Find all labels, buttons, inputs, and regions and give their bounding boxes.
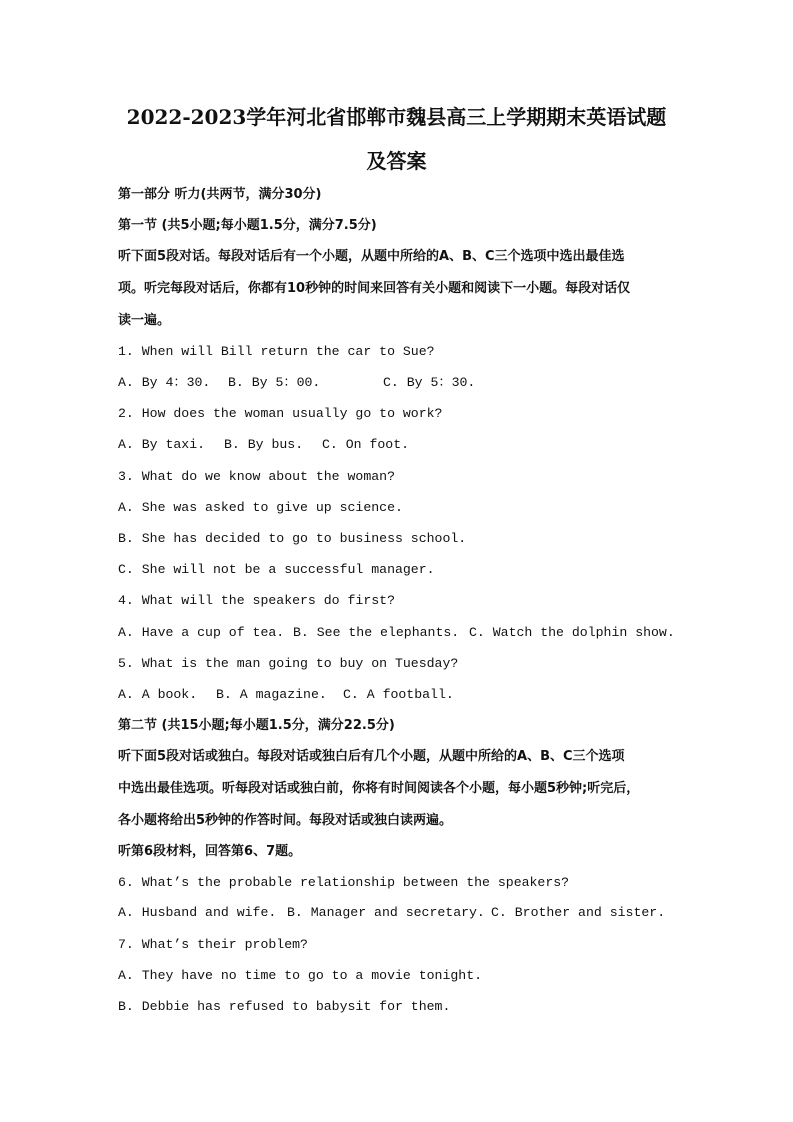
option-a: A. Have a cup of tea. [118, 625, 285, 640]
option-b: B. She has decided to go to business school. [118, 531, 467, 546]
document-title-line-1: 2022-2023学年河北省邯郸市魏县高三上学期期末英语试题 [126, 105, 667, 129]
material-note: 听第6段材料，回答第6、7题。 [118, 844, 302, 859]
option-a: A. She was asked to give up science. [118, 500, 403, 515]
instruction-line: 中选出最佳选项。听每段对话或独白前，你将有时间阅读各个小题，每小题5秒钟;听完后， [118, 781, 640, 796]
option-c: C. A football. [343, 687, 454, 702]
instruction-line: 项。听完每段对话后，你都有10秒钟的时间来回答有关小题和阅读下一小题。每段对话仅 [118, 281, 631, 296]
section-heading: 第一节 (共5小题;每小题1.5分，满分7.5分) [118, 218, 377, 233]
instruction-line: 读一遍。 [118, 313, 171, 328]
instruction-line: 听下面5段对话。每段对话后有一个小题，从题中所给的A、B、C三个选项中选出最佳选 [118, 249, 625, 264]
answer-options [118, 623, 675, 643]
answer-options [118, 903, 665, 923]
option-a: A. A book. [118, 687, 198, 702]
question-text: 2. How does the woman usually go to work? [118, 406, 443, 421]
question-text: 5. What is the man going to buy on Tuesday? [118, 656, 459, 671]
option-b: B. Debbie has refused to babysit for them. [118, 999, 451, 1014]
option-c: C. By 5：30. [383, 375, 476, 390]
option-b: B. By 5：00. [228, 375, 321, 390]
option-c: C. On foot. [322, 437, 410, 452]
option-c: C. She will not be a successful manager. [118, 562, 435, 577]
instruction-line: 听下面5段对话或独白。每段对话或独白后有几个小题，从题中所给的A、B、C三个选项 [118, 749, 625, 764]
document-title-line-2: 及答案 [366, 149, 427, 173]
question-text: 4. What will the speakers do first? [118, 593, 395, 608]
part-heading: 第一部分 听力(共两节，满分30分) [118, 187, 322, 202]
option-b: B. By bus. [224, 437, 304, 452]
option-a: A. Husband and wife. [118, 905, 277, 920]
option-b: B. Manager and secretary. [287, 905, 485, 920]
question-text: 7. What’s their problem? [118, 937, 308, 952]
option-c: C. Watch the dolphin show. [469, 625, 675, 640]
question-text: 1. When will Bill return the car to Sue? [118, 344, 435, 359]
option-b: B. A magazine. [216, 687, 327, 702]
instruction-line: 各小题将给出5秒钟的作答时间。每段对话或独白读两遍。 [118, 813, 453, 828]
answer-options [118, 685, 454, 705]
answer-options [118, 373, 475, 393]
option-a: A. By 4：30. [118, 375, 211, 390]
option-a: A. By taxi. [118, 437, 206, 452]
question-text: 3. What do we know about the woman? [118, 469, 395, 484]
answer-options [118, 435, 409, 455]
option-c: C. Brother and sister. [491, 905, 666, 920]
option-b: B. See the elephants. [293, 625, 460, 640]
question-text: 6. What’s the probable relationship between the speakers? [118, 875, 570, 890]
section-heading: 第二节 (共15小题;每小题1.5分，满分22.5分) [118, 718, 395, 733]
option-a: A. They have no time to go to a movie tonight. [118, 968, 483, 983]
